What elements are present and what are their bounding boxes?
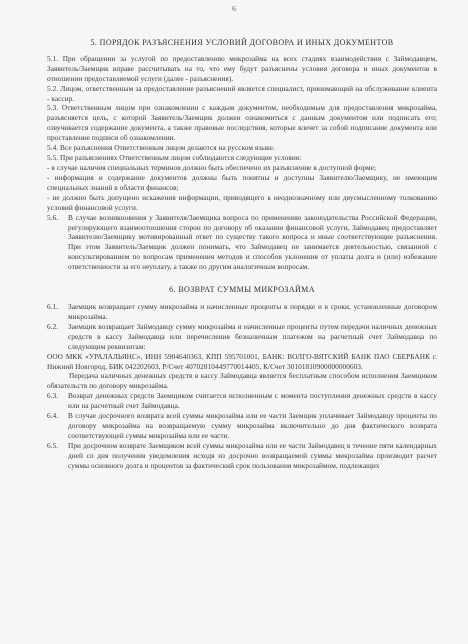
paragraph-6-1-number: 6.1. <box>47 302 59 312</box>
page-content <box>47 38 437 471</box>
paragraph-5-6-number: 5.6. <box>47 212 59 222</box>
page-number: 6 <box>232 4 236 13</box>
paragraph-6-2-number: 6.2. <box>47 321 59 331</box>
paragraph-6-5-text: При досрочном возврате Заемщиком всей суммы микрозайма или ее части Займодавец в течение пяти календарных дней со дня получения уведомления исходя из досрочно возвращаемой суммы микрозайма производит расчет суммы основного долга и процентов за фактический срок пользования микрозаймом, подлежащих <box>68 440 437 470</box>
paragraph-6-4-text: В случае досрочного возврата всей суммы микрозайма или ее части Заемщик уплачивает Займодавцу проценты по договору микрозайма на возвращаемую сумму микрозайма включительно до дня фактического возврата соответствующей суммы микрозайма или ее части. <box>68 411 437 441</box>
paragraph-6-1-text: Заемщик возвращает сумму микрозайма и начисленные проценты в порядке и в сроки, установленные договором микрозайма. <box>68 302 437 321</box>
paragraph-5-2: 5.2. Лицом, ответственным за предоставление разъяснений является специалист, принимающий на обслуживание клиента - кассир. <box>47 83 437 103</box>
paragraph-5-5-b: - информация и содержание документов должны быть понятны и доступны Заявителю/Заемщику, не имеющим специальных знаний в области финансов; <box>47 172 437 192</box>
paragraph-5-3: 5.3. Ответственным лицом при ознакомлении с каждым документом, необходимым для предоставления микрозайма, разъясняется цель, с которой Заявитель/Заемщик должен ознакомиться с данным документом или подписать его; озвучивается содержание документа, а также правовые последствия, которые влечет за собой подписание документа или проставление подписи об ознакомлении. <box>47 103 437 143</box>
paragraph-5-6 <box>47 213 437 273</box>
paragraph-5-5-c: - не должно быть допущено искажения информации, приводящего к неоднозначному или двусмысленному толкованию условий финансовой услуги. <box>47 192 437 212</box>
paragraph-6-1 <box>47 302 437 322</box>
paragraph-5-4: 5.4. Все разъяснения Ответственным лицом делаются на русском языке. <box>47 143 275 153</box>
section-6-heading: 6. ВОЗВРАТ СУММЫ МИКРОЗАЙМА <box>169 285 315 295</box>
paragraph-6-2-text: Заемщик возвращает Займодавцу сумму микрозайма и начисленные проценты путем передачи наличных денежных средств в кассу Займодавца или перечисления безналичным платежом на расчетный счет Займодавца по следующим реквизитам: <box>68 321 437 351</box>
paragraph-5-5: 5.5. При разъяснениях Ответственным лицом соблюдаются следующие условия: <box>47 153 302 163</box>
paragraph-6-3-number: 6.3. <box>47 391 59 401</box>
paragraph-6-5 <box>47 441 437 471</box>
paragraph-6-4-number: 6.4. <box>47 411 59 421</box>
paragraph-6-3-text: Возврат денежных средств Заемщиком считается исполненным с момента поступления денежных средств в кассу или на расчетный счет Займодавца. <box>68 391 437 411</box>
section-5-heading: 5. ПОРЯДОК РАЗЪЯСНЕНИЯ УСЛОВИЙ ДОГОВОРА И ИНЫХ ДОКУМЕНТОВ <box>90 38 394 47</box>
paragraph-5-1: 5.1. При обращении за услугой по предоставлению микрозайма на всех стадиях взаимодействия с Займодавцем, Заявитель/Заемщик вправе рассчитывать на то, что ему будут разъяснены условия договора и иных документов в отношении предоставляемой услуги (далее - разъяснения). <box>47 53 437 83</box>
paragraph-6-4 <box>47 411 437 441</box>
bank-requisites: ООО МКК «УРАЛАЛЬЯНС», ИНН 5904640363, КПП 595701001, БАНК: ВОЛГО-ВЯТСКИЙ БАНК ПАО СБЕРБАНК г. Нижний Новгород, БИК 042202603, Р/Счет 40702810449770014405, К/Счет 30101810900000000603. <box>47 351 437 371</box>
paragraph-6-2 <box>47 322 437 352</box>
paragraph-5-6-text: В случае возникновения у Заявителя/Заемщика вопроса по применению законодательства Российской Федерации, регулирующего взаимоотношения сторон по договору об оказании финансовой услуги, Займодавец предоставляет Заявителю/Заемщику мотивированный ответ по существу такого вопроса и иные соответствующие разъяснения. При этом Заявитель/Заемщик должен понимать, что Займодавец не занимается деятельностью, связанной с консультированием по вопросам применения методов и способов уклонения от уплаты долга и (или) избежание ответственности за его неуплату, а также по другим аналогичным вопросам. <box>68 212 437 272</box>
paragraph-5-5-a: - в случае наличия специальных терминов должно быть обеспечено их разъяснение в доступной форме; <box>47 163 377 173</box>
paragraph-6-2-cash-note: Передача наличных денежных средств в кассу Займодавца является бесплатным способом исполнения Заемщиком обязательств по договору микрозайма. <box>47 371 437 391</box>
paragraph-6-5-number: 6.5. <box>47 440 59 450</box>
paragraph-6-3 <box>47 391 437 411</box>
